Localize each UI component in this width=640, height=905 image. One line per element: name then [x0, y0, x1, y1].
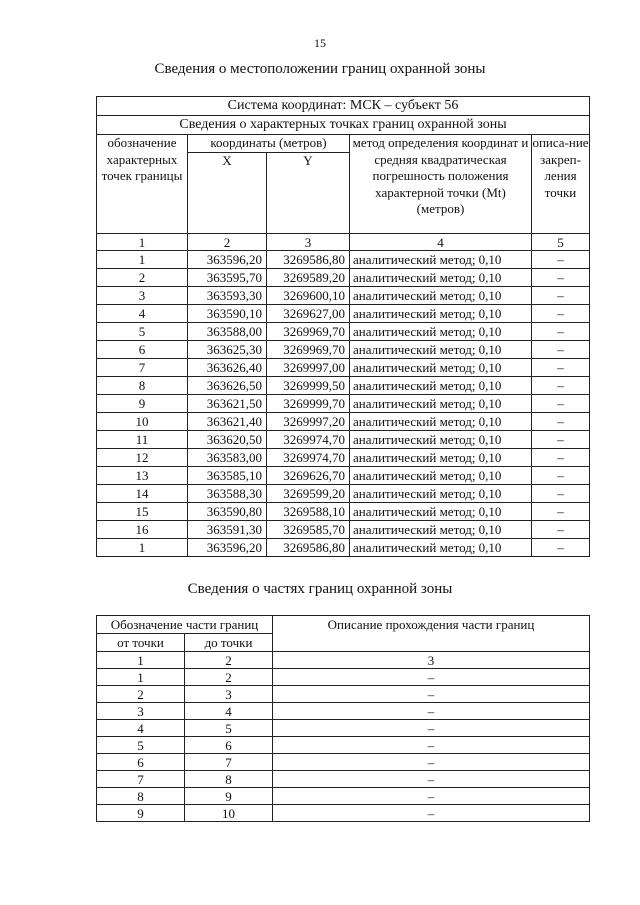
table-row [97, 539, 590, 557]
to-point: 2 [185, 669, 273, 686]
table-row [97, 720, 590, 737]
header-y: Y [267, 152, 350, 233]
to-point: 9 [185, 788, 273, 805]
column-index: 3 [267, 234, 350, 251]
table-row [97, 485, 590, 503]
header-description: описа-ние закреп-ления точки [532, 135, 590, 234]
from-point: 7 [97, 771, 185, 788]
to-point: 3 [185, 686, 273, 703]
fixing-description: – [532, 269, 590, 287]
coord-x: 363588,00 [188, 323, 267, 341]
header-method: метод определения координат и средняя квадратическая погрешность положения характерной точки (Mt) (метров) [350, 135, 532, 234]
coord-y: 3269586,80 [267, 539, 350, 557]
fixing-description: – [532, 377, 590, 395]
coord-y: 3269588,10 [267, 503, 350, 521]
coord-x: 363585,10 [188, 467, 267, 485]
point-number: 12 [97, 449, 188, 467]
point-number: 7 [97, 359, 188, 377]
coord-y: 3269999,50 [267, 377, 350, 395]
method: аналитический метод; 0,10 [350, 323, 532, 341]
coord-y: 3269589,20 [267, 269, 350, 287]
to-point: 6 [185, 737, 273, 754]
coord-y: 3269974,70 [267, 431, 350, 449]
method: аналитический метод; 0,10 [350, 341, 532, 359]
table-row [97, 413, 590, 431]
fixing-description: – [532, 485, 590, 503]
header-part: Обозначение части границ [97, 616, 273, 634]
method: аналитический метод; 0,10 [350, 413, 532, 431]
method: аналитический метод; 0,10 [350, 431, 532, 449]
to-point: 4 [185, 703, 273, 720]
coord-x: 363596,20 [188, 539, 267, 557]
point-number: 10 [97, 413, 188, 431]
document-title: Сведения о местоположении границ охранной зоны [154, 61, 486, 77]
table-row [97, 431, 590, 449]
from-point: 2 [97, 686, 185, 703]
table-row [97, 359, 590, 377]
coord-y: 3269969,70 [267, 323, 350, 341]
part-description: – [273, 771, 590, 788]
fixing-description: – [532, 359, 590, 377]
coord-x: 363590,10 [188, 305, 267, 323]
coord-x: 363593,30 [188, 287, 267, 305]
table-row [97, 754, 590, 771]
coord-y: 3269599,20 [267, 485, 350, 503]
to-point: 8 [185, 771, 273, 788]
point-number: 5 [97, 323, 188, 341]
coord-y: 3269997,00 [267, 359, 350, 377]
coord-x: 363621,50 [188, 395, 267, 413]
table-row [97, 449, 590, 467]
table-caption: Сведения о характерных точках границ охранной зоны [97, 116, 590, 135]
coordinates-table [96, 96, 590, 557]
part-description: – [273, 669, 590, 686]
point-number: 6 [97, 341, 188, 359]
fixing-description: – [532, 539, 590, 557]
method: аналитический метод; 0,10 [350, 485, 532, 503]
fixing-description: – [532, 323, 590, 341]
fixing-description: – [532, 305, 590, 323]
method: аналитический метод; 0,10 [350, 359, 532, 377]
table-row [97, 521, 590, 539]
point-number: 11 [97, 431, 188, 449]
header-from: от точки [97, 634, 185, 652]
parts-rows [97, 652, 590, 822]
coord-x: 363621,40 [188, 413, 267, 431]
fixing-description: – [532, 503, 590, 521]
column-index: 5 [532, 234, 590, 251]
fixing-description: – [532, 467, 590, 485]
header-part-description: Описание прохождения части границ [273, 616, 590, 652]
to-point: 7 [185, 754, 273, 771]
point-number: 15 [97, 503, 188, 521]
header-point: обозначение характерных точек границы [97, 135, 188, 234]
point-number: 1 [97, 251, 188, 269]
parts-table [96, 615, 590, 822]
from-point: 1 [97, 669, 185, 686]
table-row [97, 503, 590, 521]
from-point: 6 [97, 754, 185, 771]
coord-x: 363591,30 [188, 521, 267, 539]
coord-y: 3269600,10 [267, 287, 350, 305]
method: аналитический метод; 0,10 [350, 467, 532, 485]
from-point: 9 [97, 805, 185, 822]
from-point: 5 [97, 737, 185, 754]
fixing-description: – [532, 251, 590, 269]
point-number: 9 [97, 395, 188, 413]
point-number: 1 [97, 539, 188, 557]
table-row [97, 737, 590, 754]
coord-y: 3269585,70 [267, 521, 350, 539]
method: аналитический метод; 0,10 [350, 305, 532, 323]
part-description: – [273, 788, 590, 805]
column-index: 1 [97, 234, 188, 251]
table-row [97, 341, 590, 359]
table-row [97, 467, 590, 485]
fixing-description: – [532, 449, 590, 467]
page-number: 15 [314, 36, 326, 50]
to-point: 10 [185, 805, 273, 822]
coord-x: 363626,50 [188, 377, 267, 395]
fixing-description: – [532, 413, 590, 431]
table-row [97, 323, 590, 341]
column-index: 4 [350, 234, 532, 251]
to-point: 5 [185, 720, 273, 737]
fixing-description: – [532, 341, 590, 359]
method: аналитический метод; 0,10 [350, 251, 532, 269]
table-row [97, 771, 590, 788]
point-number: 8 [97, 377, 188, 395]
method: аналитический метод; 0,10 [350, 395, 532, 413]
coord-y: 3269627,00 [267, 305, 350, 323]
point-number: 16 [97, 521, 188, 539]
part-description: – [273, 686, 590, 703]
from-point: 8 [97, 788, 185, 805]
table-row [97, 377, 590, 395]
coord-x: 363625,30 [188, 341, 267, 359]
column-index: 2 [185, 652, 273, 669]
coord-x: 363595,70 [188, 269, 267, 287]
part-description: – [273, 737, 590, 754]
coord-y: 3269586,80 [267, 251, 350, 269]
part-description: – [273, 703, 590, 720]
method: аналитический метод; 0,10 [350, 539, 532, 557]
table-row [97, 395, 590, 413]
coord-y: 3269999,70 [267, 395, 350, 413]
table-row [97, 305, 590, 323]
coord-x: 363583,00 [188, 449, 267, 467]
method: аналитический метод; 0,10 [350, 521, 532, 539]
table-row [97, 703, 590, 720]
column-index: 2 [188, 234, 267, 251]
point-number: 4 [97, 305, 188, 323]
column-index: 3 [273, 652, 590, 669]
part-description: – [273, 805, 590, 822]
coord-x: 363590,80 [188, 503, 267, 521]
point-number: 14 [97, 485, 188, 503]
table-row [97, 269, 590, 287]
table-row [97, 805, 590, 822]
fixing-description: – [532, 521, 590, 539]
parts-title: Сведения о частях границ охранной зоны [187, 581, 453, 597]
table-row [97, 686, 590, 703]
coord-x: 363620,50 [188, 431, 267, 449]
coord-x: 363588,30 [188, 485, 267, 503]
from-point: 4 [97, 720, 185, 737]
part-description: – [273, 754, 590, 771]
point-number: 2 [97, 269, 188, 287]
table-row [97, 251, 590, 269]
method: аналитический метод; 0,10 [350, 377, 532, 395]
method: аналитический метод; 0,10 [350, 449, 532, 467]
fixing-description: – [532, 287, 590, 305]
coord-x: 363596,20 [188, 251, 267, 269]
header-x: X [188, 152, 267, 233]
header-to: до точки [185, 634, 273, 652]
coord-y: 3269969,70 [267, 341, 350, 359]
table-row [97, 669, 590, 686]
coord-y: 3269997,20 [267, 413, 350, 431]
coord-y: 3269626,70 [267, 467, 350, 485]
method: аналитический метод; 0,10 [350, 287, 532, 305]
fixing-description: – [532, 395, 590, 413]
coord-x: 363626,40 [188, 359, 267, 377]
header-coordinates: координаты (метров) [188, 135, 350, 153]
part-description: – [273, 720, 590, 737]
coord-y: 3269974,70 [267, 449, 350, 467]
point-number: 13 [97, 467, 188, 485]
method: аналитический метод; 0,10 [350, 269, 532, 287]
table-row [97, 287, 590, 305]
method: аналитический метод; 0,10 [350, 503, 532, 521]
column-index: 1 [97, 652, 185, 669]
from-point: 3 [97, 703, 185, 720]
point-number: 3 [97, 287, 188, 305]
coordinates-rows [97, 251, 590, 557]
coordinate-system: Система координат: МСК – субъект 56 [97, 97, 590, 116]
fixing-description: – [532, 431, 590, 449]
table-row [97, 788, 590, 805]
